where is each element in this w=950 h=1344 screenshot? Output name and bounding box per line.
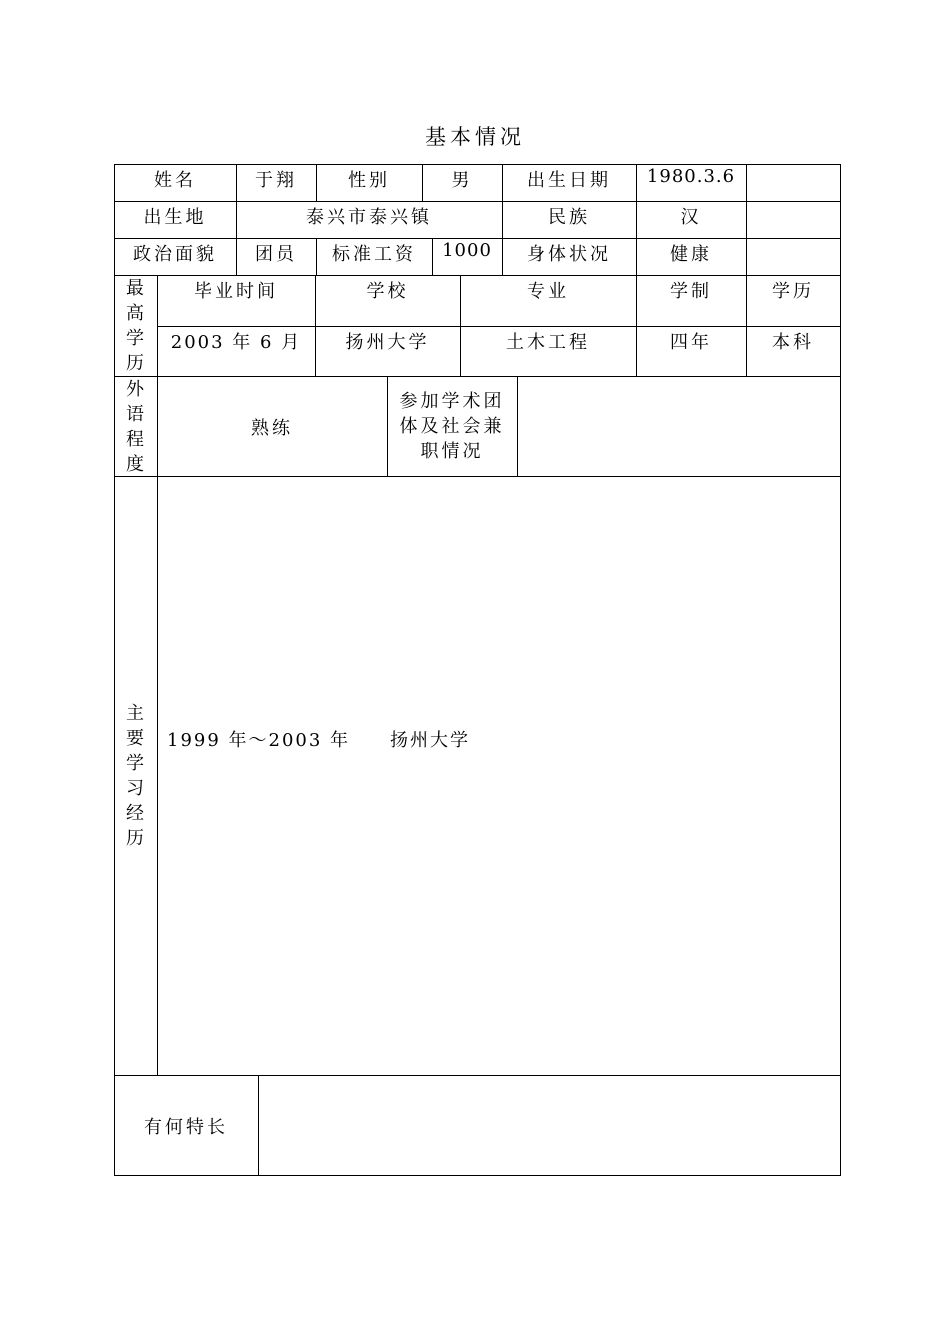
health-label: 身体状况 (527, 244, 611, 265)
association-label (387, 389, 517, 464)
rule-v (258, 1075, 259, 1175)
study-history-entry: 1999 年～2003 年 扬州大学 (167, 730, 471, 751)
health-value: 健康 (670, 244, 712, 265)
rule-v (746, 164, 747, 275)
rule-h (114, 376, 841, 377)
rule-v (517, 376, 518, 476)
degree-header: 学历 (772, 281, 814, 302)
side-char: 最 (126, 278, 144, 299)
salary-value: 1000 (442, 240, 492, 261)
school-header: 学校 (366, 281, 409, 302)
gender-value: 男 (451, 170, 473, 191)
side-char: 要 (126, 728, 144, 749)
side-char: 经 (126, 803, 144, 824)
side-char: 学 (126, 328, 144, 349)
name-value: 于翔 (255, 170, 297, 191)
name-label: 姓名 (154, 170, 196, 191)
rule-h (114, 1075, 841, 1076)
language-side-label (114, 377, 156, 477)
birthplace-value: 泰兴市泰兴镇 (306, 207, 432, 228)
length-header: 学制 (670, 281, 712, 302)
side-char: 程 (126, 429, 144, 450)
grad-time-value: 2003 年 6 月 (170, 332, 302, 353)
rule-h (114, 238, 841, 239)
rule-h (157, 326, 841, 327)
specialty-label: 有何特长 (144, 1117, 228, 1138)
ethnicity-label: 民族 (548, 207, 590, 228)
side-char: 度 (126, 454, 144, 475)
education-side-label (114, 276, 156, 376)
birth-date-value: 1980.3.6 (646, 166, 736, 187)
length-value: 四年 (670, 332, 712, 353)
side-char: 习 (126, 778, 144, 799)
major-value: 土木工程 (506, 332, 590, 353)
rule-v (157, 275, 158, 1076)
birth-date-label: 出生日期 (527, 170, 611, 191)
rule-h (114, 201, 841, 202)
school-value: 扬州大学 (345, 332, 430, 353)
political-value: 团员 (255, 244, 297, 265)
birthplace-label: 出生地 (143, 207, 207, 228)
side-char: 外 (126, 379, 144, 400)
major-header: 专业 (527, 281, 569, 302)
study-side-label (114, 701, 156, 851)
degree-value: 本科 (772, 332, 814, 353)
rule-h (114, 164, 841, 165)
page-title: 基本情况 (425, 125, 525, 149)
association-label-line: 参加学术团 (399, 391, 505, 412)
side-char: 高 (126, 303, 144, 324)
language-level-value: 熟练 (251, 418, 293, 439)
salary-label: 标准工资 (332, 244, 416, 265)
gender-label: 性别 (348, 170, 390, 191)
side-char: 历 (126, 828, 144, 849)
ethnicity-value: 汉 (680, 207, 702, 228)
side-char: 语 (126, 404, 144, 425)
association-label-line: 职情况 (420, 441, 484, 462)
association-label-line: 体及社会兼 (399, 416, 505, 437)
rule-h (114, 1175, 841, 1176)
rule-h (114, 476, 841, 477)
rule-v (840, 164, 841, 1176)
grad-time-header: 毕业时间 (194, 281, 278, 302)
side-char: 历 (126, 353, 144, 374)
side-char: 学 (126, 753, 144, 774)
political-label: 政治面貌 (133, 244, 217, 265)
rule-h (114, 275, 841, 276)
side-char: 主 (126, 703, 144, 724)
